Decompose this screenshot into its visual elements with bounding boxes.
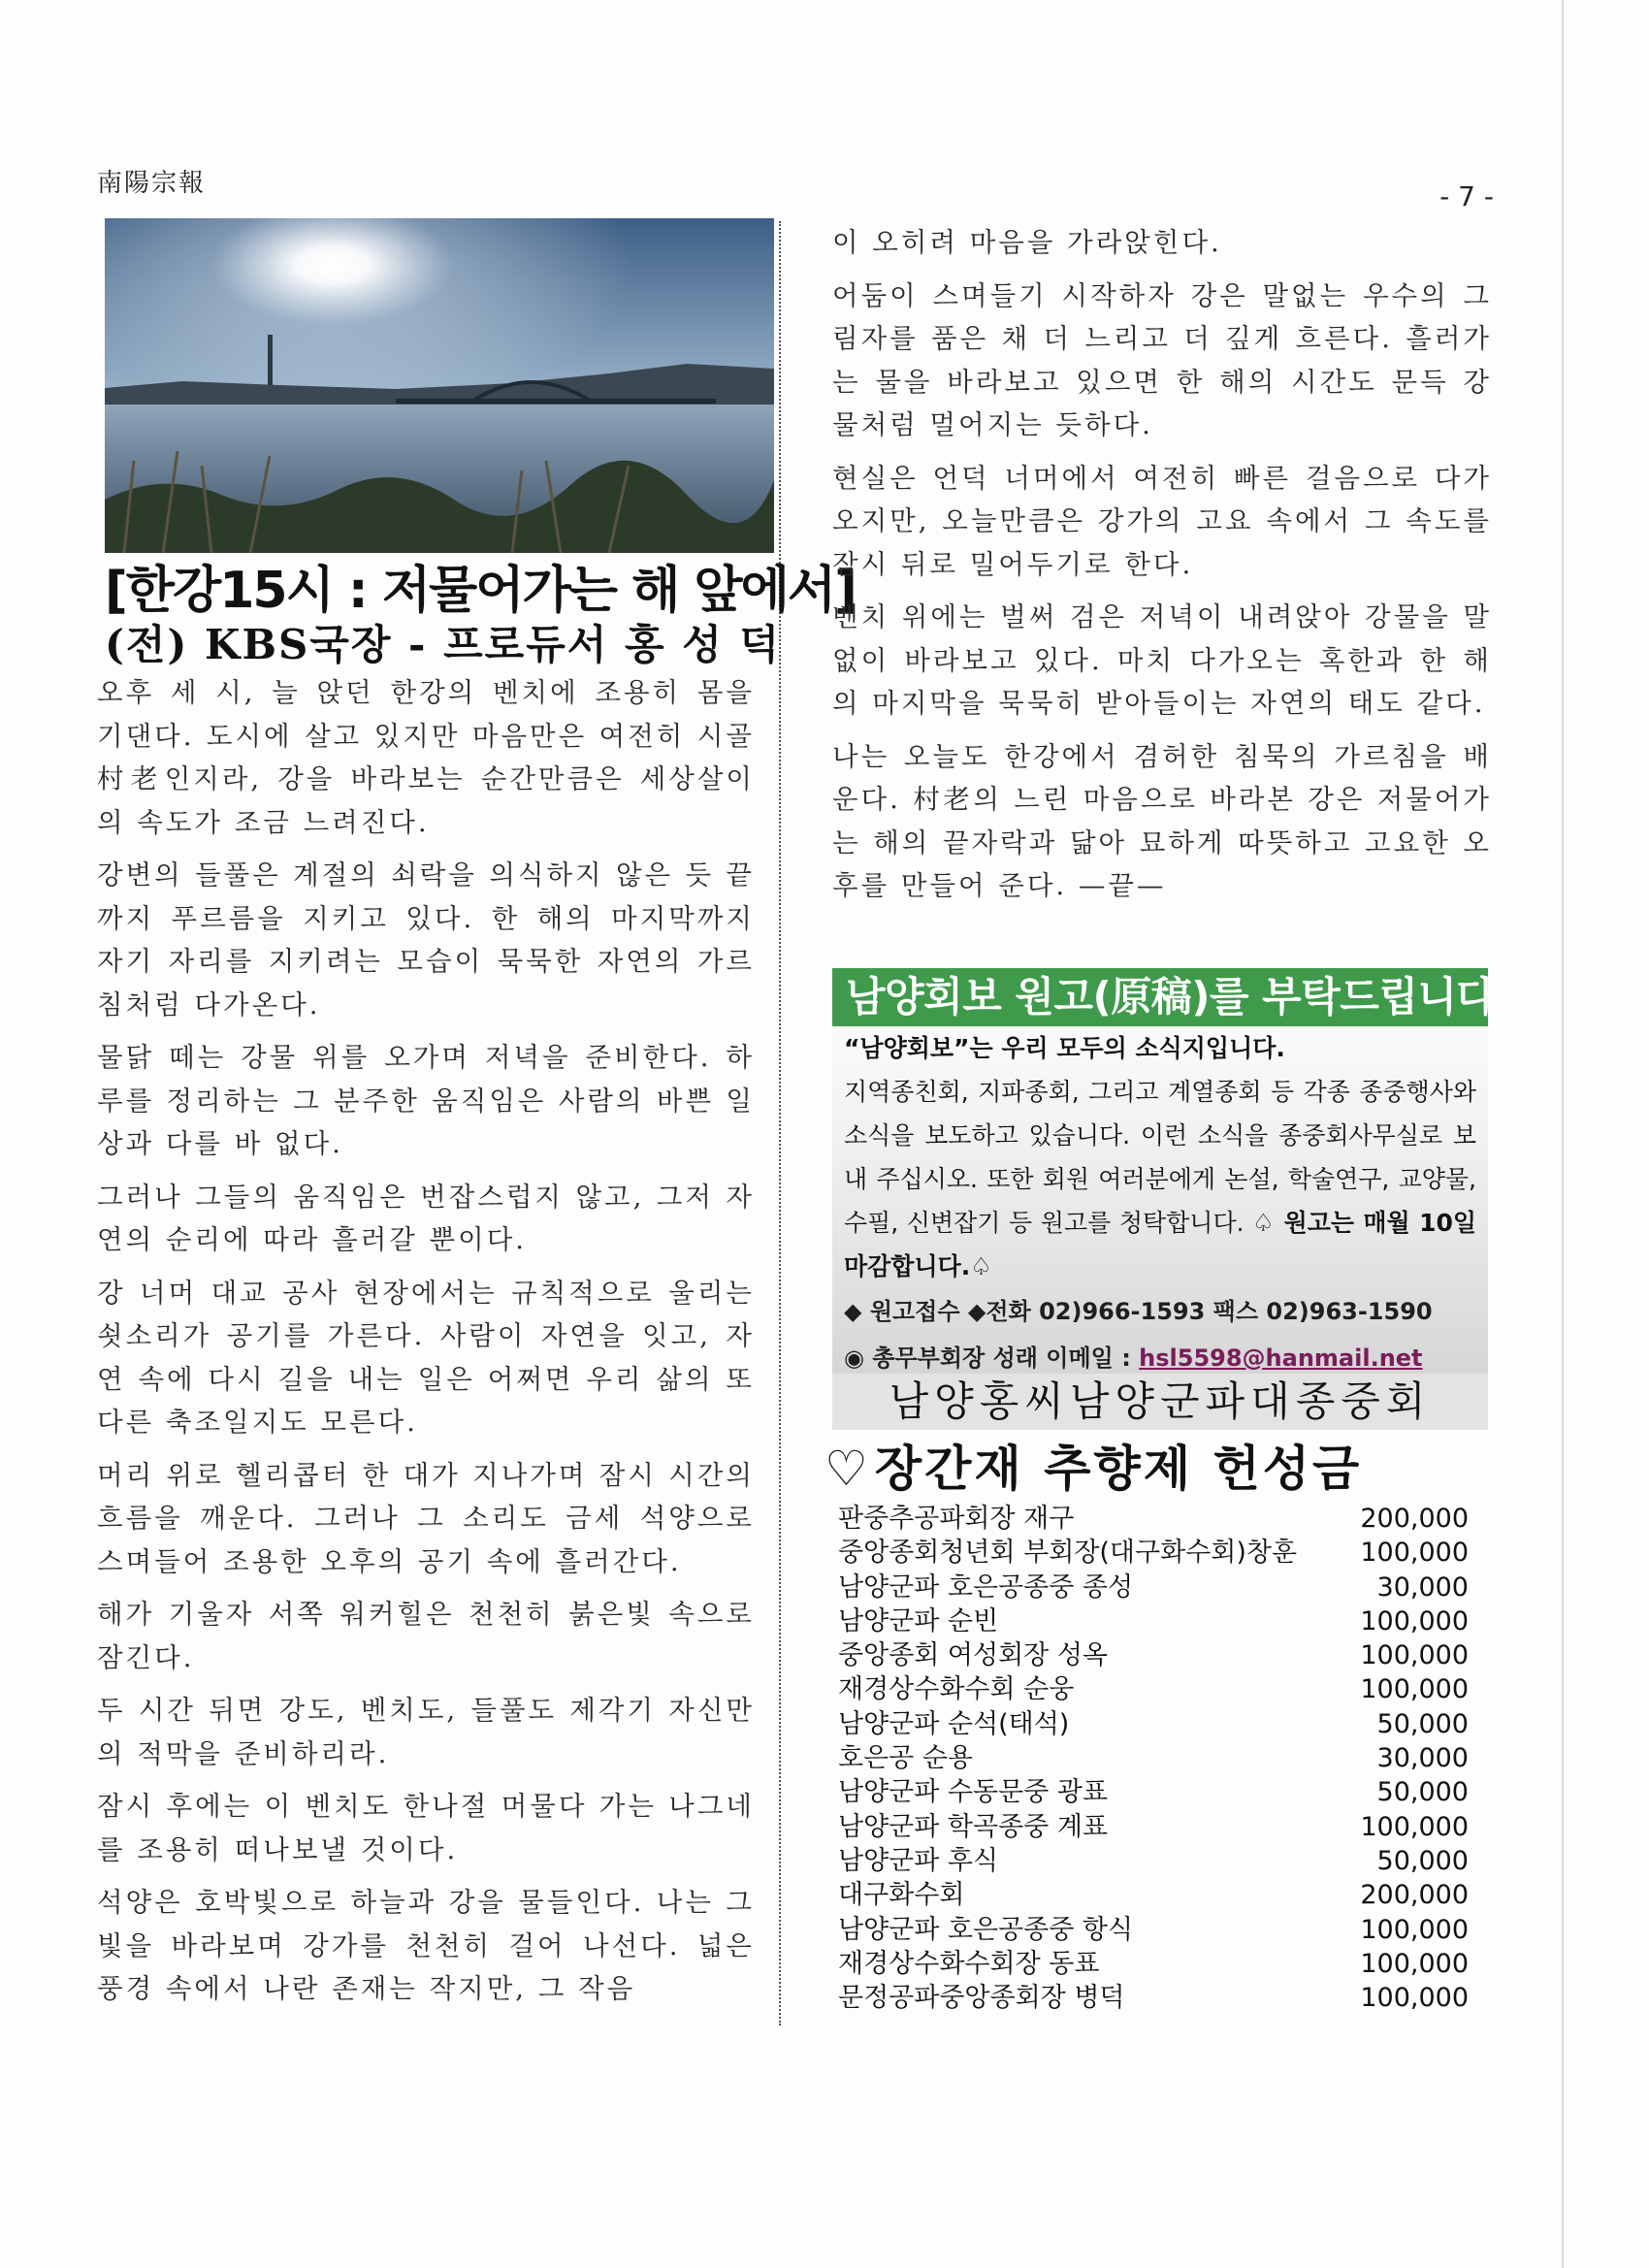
email-link[interactable]: hsl5598@hanmail.net	[1139, 1345, 1423, 1372]
donation-row	[838, 1741, 1469, 1775]
donation-amount: 200,000	[1360, 1880, 1469, 1911]
article-paragraph: 이 오히려 마음을 가라앉힌다.	[832, 227, 1222, 258]
donation-amount: 100,000	[1360, 1811, 1469, 1842]
donor-name: 남양군파 호은공종중 항식	[838, 1914, 1134, 1945]
donor-name: 대구화수회	[838, 1880, 965, 1911]
donation-amount: 100,000	[1360, 1983, 1469, 2014]
donation-amount: 50,000	[1376, 1845, 1469, 1876]
donor-name: 호은공 순용	[838, 1743, 973, 1774]
donation-row	[838, 1844, 1469, 1878]
donation-amount: 30,000	[1376, 1571, 1469, 1603]
donation-row	[838, 1707, 1469, 1741]
notice-deadline: ♤ 원고는 매월 10일 마감합니다.♤	[844, 1209, 1477, 1280]
donation-row	[838, 1775, 1469, 1809]
article-paragraph: 머리 위로 헬리콥터 한 대가 지나가며 잠시 시간의 흐름을 깨운다. 그러나 그 소리도 금세 석양으로 스며들어 조용한 오후의 공기 속에 흘러간다.	[97, 1459, 755, 1577]
article-paragraph: 그러나 그들의 움직임은 번잡스럽지 않고, 그저 자연의 순리에 따라 흘러갈 뿐이다.	[97, 1181, 755, 1255]
article-column-left	[97, 671, 755, 2021]
newsletter-logo: 南陽宗報	[97, 169, 207, 198]
manuscript-request-notice	[832, 968, 1511, 1374]
notice-text: 지역종친회, 지파종회, 그리고 계열종회 등 각종 종중행사와 소식을 보도하고 있습니다. 이런 소식을 종중회사무실로 보내 주십시오. 또한 회원 여러분에게 논설, 학술연구, 교양물, 수필, 신변잡기 등 원고를 청탁합니다.	[844, 1078, 1476, 1237]
donor-name: 중앙종회청년회 부회장(대구화수회)창훈	[838, 1538, 1298, 1569]
donation-row	[838, 1502, 1469, 1536]
notice-body	[832, 1026, 1488, 1288]
notice-title: 남양회보 원고(原稿)를 부탁드립니다.	[832, 968, 1488, 1026]
article-paragraph: 벤치 위에는 벌써 검은 저녁이 내려앉아 강물을 말없이 바라보고 있다. 마치 다가오는 혹한과 한 해의 마지막을 묵묵히 받아들이는 자연의 태도 같다.	[832, 601, 1492, 719]
donation-row	[838, 1947, 1469, 1981]
donor-name: 판중추공파회장 재구	[838, 1504, 1075, 1534]
donation-row	[838, 1913, 1469, 1947]
donor-name: 남양군파 순석(태석)	[838, 1708, 1070, 1739]
donation-amount: 50,000	[1376, 1777, 1469, 1808]
donation-amount: 100,000	[1360, 1948, 1469, 1979]
donation-amount: 100,000	[1360, 1640, 1469, 1671]
donation-row	[838, 1672, 1469, 1706]
article-paragraph: 두 시간 뒤면 강도, 벤치도, 들풀도 제각기 자신만의 적막을 준비하리라.	[97, 1695, 755, 1769]
donor-name: 중앙종회 여성회장 성옥	[838, 1640, 1108, 1671]
donor-name: 남양군파 학곡종중 계표	[838, 1811, 1108, 1842]
scan-edge-line	[1562, 0, 1564, 2268]
article-paragraph: 잠시 후에는 이 벤치도 한나절 머물다 가는 나그네를 조용히 떠나보낼 것이다.	[97, 1791, 755, 1865]
notice-lead: “남양회보”는 우리 모두의 소식지입니다.	[844, 1034, 1285, 1062]
article-paragraph: 강변의 들풀은 계절의 쇠락을 의식하지 않은 듯 끝까지 푸르름을 지키고 있다. 한 해의 마지막까지 자기 자리를 지키려는 모습이 묵묵한 자연의 가르침처럼 다가온다.	[97, 859, 755, 1021]
donation-list	[838, 1502, 1469, 2015]
article-paragraph: 석양은 호박빛으로 하늘과 강을 물들인다. 나는 그 빛을 바라보며 강가를 천천히 걸어 나선다. 넓은 풍경 속에서 나란 존재는 작지만, 그 작음	[97, 1887, 755, 2004]
donation-row	[838, 1878, 1469, 1912]
article-paragraph: 나는 오늘도 한강에서 겸허한 침묵의 가르침을 배운다. 村老의 느린 마음으로 바라본 강은 저물어가는 해의 끝자락과 닮아 묘하게 따뜻하고 고요한 오후를 만들어 준다. —끝—	[832, 740, 1492, 901]
notice-contact-line: ◆ 원고접수 ◆전화 02)966-1593 팩스 02)963-1590	[844, 1298, 1433, 1325]
donation-amount: 100,000	[1360, 1914, 1469, 1945]
article-title: [한강15시 : 저물어가는 해 앞에서]	[105, 562, 856, 620]
donation-row	[838, 1604, 1469, 1638]
donor-name: 재경상수화수회 순웅	[838, 1674, 1075, 1705]
page-number: - 7 -	[1439, 180, 1494, 212]
donor-name: 재경상수화수회장 동표	[838, 1948, 1100, 1979]
donation-row	[838, 1810, 1469, 1844]
email-label: ◉ 총무부회장 성래 이메일 :	[844, 1345, 1140, 1372]
donor-name: 남양군파 호은공종중 종성	[838, 1571, 1134, 1603]
donor-name: 남양군파 후식	[838, 1845, 999, 1876]
han-river-sunset-photo	[105, 218, 774, 553]
article-paragraph: 현실은 언덕 너머에서 여전히 빠른 걸음으로 다가오지만, 오늘만큼은 강가의 고요 속에서 그 속도를 잠시 뒤로 밀어두기로 한다.	[832, 462, 1492, 580]
article-column-right	[832, 221, 1492, 918]
article-paragraph: 어둠이 스며들기 시작하자 강은 말없는 우수의 그림자를 품은 채 더 느리고 더 깊게 흐른다. 흘러가는 물을 바라보고 있으면 한 해의 시간도 문득 강물처럼 멀어지는 듯하다.	[832, 279, 1492, 440]
donation-row	[838, 1638, 1469, 1672]
donation-amount: 200,000	[1360, 1504, 1469, 1534]
heart-icon: ♡	[824, 1441, 871, 1497]
donation-amount: 30,000	[1376, 1743, 1469, 1774]
donation-title-text: 장간재 추향제 헌성금	[874, 1441, 1363, 1497]
donation-amount: 100,000	[1360, 1538, 1469, 1569]
donation-amount: 50,000	[1376, 1708, 1469, 1739]
clan-association-name: 남양홍씨남양군파대종중회	[832, 1374, 1488, 1430]
donation-row	[838, 1571, 1469, 1604]
article-paragraph: 오후 세 시, 늘 앉던 한강의 벤치에 조용히 몸을 기댄다. 도시에 살고 있지만 마음만은 여전히 시골 村老인지라, 강을 바라보는 순간만큼은 세상살이의 속도가 조금 느려진다.	[97, 677, 755, 838]
article-byline: (전) KBS국장 - 프로듀서 홍 성 덕	[105, 621, 781, 668]
donor-name: 남양군파 순빈	[838, 1605, 999, 1636]
donation-row	[838, 1981, 1469, 2015]
donation-amount: 100,000	[1360, 1605, 1469, 1636]
donor-name: 문정공파중앙종회장 병덕	[838, 1983, 1125, 2014]
donation-amount: 100,000	[1360, 1674, 1469, 1705]
article-paragraph: 물닭 떼는 강물 위를 오가며 저녁을 준비한다. 하루를 정리하는 그 분주한 움직임은 사람의 바쁜 일상과 다를 바 없다.	[97, 1042, 755, 1159]
article-paragraph: 해가 기울자 서쪽 워커힐은 천천히 붉은빛 속으로 잠긴다.	[97, 1599, 755, 1673]
article-paragraph: 강 너머 대교 공사 현장에서는 규칙적으로 울리는 쇳소리가 공기를 가른다. 사람이 자연을 잇고, 자연 속에 다시 길을 내는 일은 어쩌면 우리 삶의 또 다른 축조일지도 모른다.	[97, 1277, 755, 1438]
donor-name: 남양군파 수동문중 광표	[838, 1777, 1108, 1808]
donation-row	[838, 1536, 1469, 1570]
donation-title	[824, 1430, 1362, 1500]
column-divider	[779, 221, 781, 2025]
